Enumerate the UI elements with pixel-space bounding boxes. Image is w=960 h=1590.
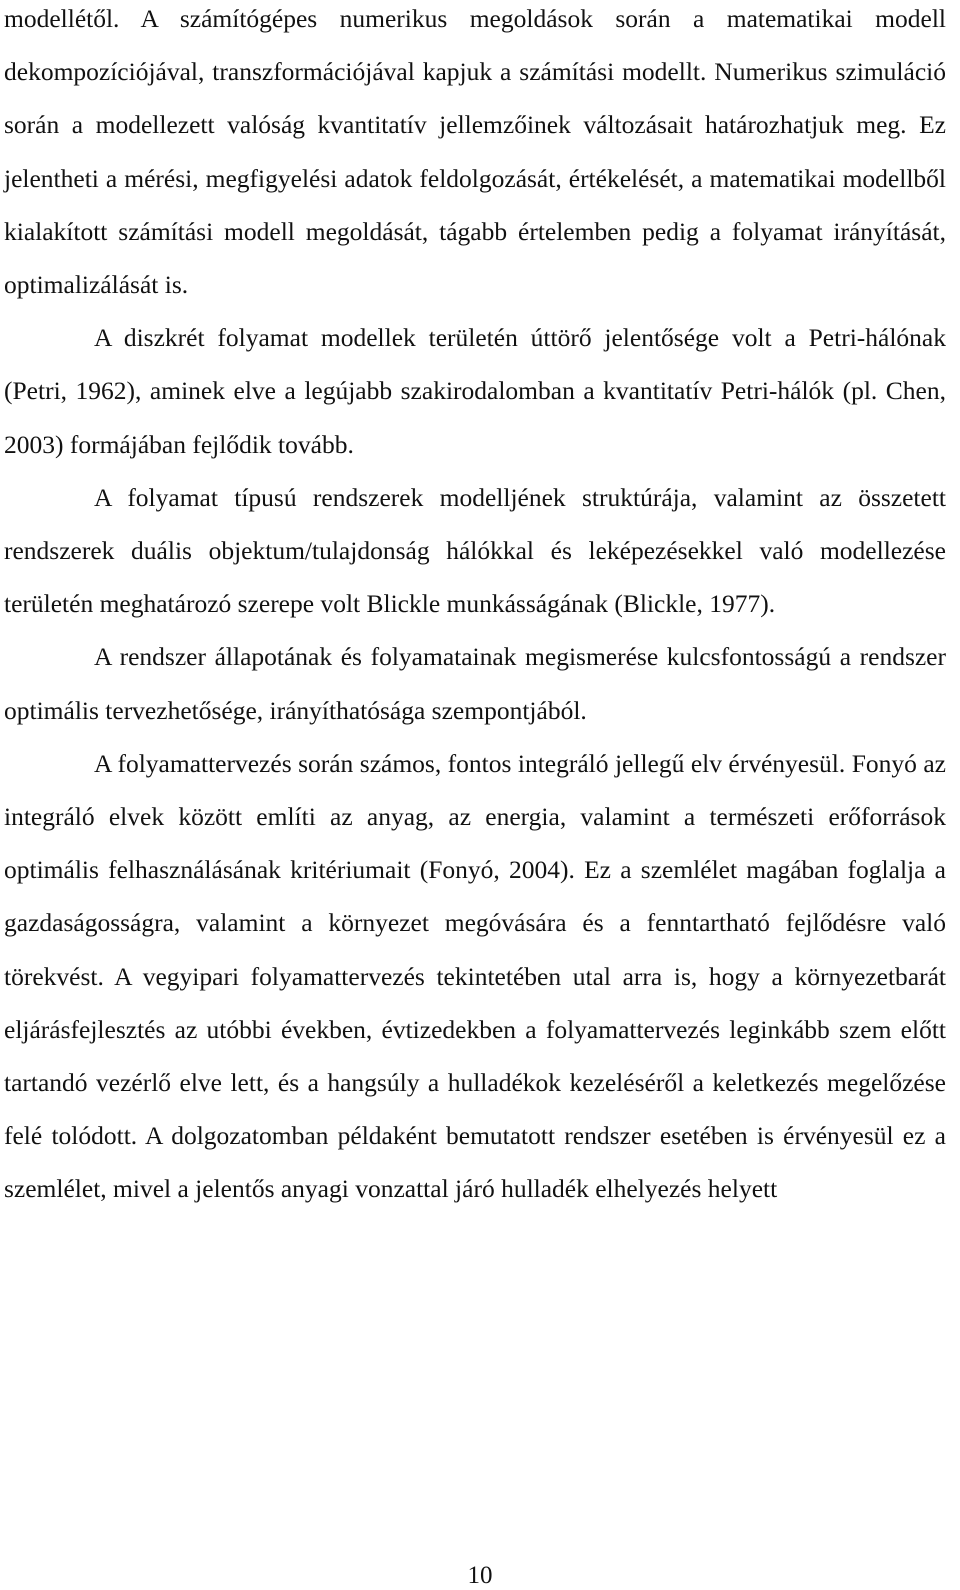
paragraph-2: A diszkrét folyamat modellek területén úttörő jelentősége volt a Petri-hálónak (Petri, 1962), aminek elve a legújabb szakirodalomban a kvantitatív Petri-hálók (pl. Chen, 2003) formájában fejlődik tovább.: [4, 323, 946, 459]
paragraph-3: A folyamat típusú rendszerek modelljének struktúrája, valamint az összetett rendszerek duális objektum/tulajdonság hálókkal és leképezésekkel való modellezése területén meghatározó szerepe volt Blickle munkásságának (Blickle, 1977).: [4, 482, 946, 619]
page-number: 10: [467, 1562, 493, 1589]
body-text: [4, 0, 946, 1216]
paragraph-4: A rendszer állapotának és folyamatainak megismerése kulcsfontosságú a rendszer optimális tervezhetősége, irányíthatósága szempontjából.: [4, 642, 946, 725]
paragraph-5: A folyamattervezés során számos, fontos integráló jellegű elv érvényesül. Fonyó az integráló elvek között említi az anyag, az energia, valamint a természeti erőforrások optimális felhasználásának kritériumait (Fonyó, 2004). Ez a szemlélet magában foglalja a gazdaságosságra, valamint a környezet megóvására és a fenntartható fejlődésre való törekvést. A vegyipari folyamattervezés tekintetében utal arra is, hogy a környezetbarát eljárásfejlesztés az utóbbi években, évtizedekben a folyamattervezés leginkább szem előtt tartandó vezérlő elve lett, és a hangsúly a hulladékok kezeléséről a keletkezés megelőzése felé tolódott. A dolgozatomban példaként bemutatott rendszer esetében is érvényesül ez a szemlélet, mivel a jelentős anyagi vonzattal járó hulladék elhelyezés helyett: [4, 748, 946, 1204]
paragraph-1: modellétől. A számítógépes numerikus megoldások során a matematikai modell dekompozíciójával, transzformációjával kapjuk a számítási modellt. Numerikus szimuláció során a modellezett valóság kvantitatív jellemzőinek változásait határozhatjuk meg. Ez jelentheti a mérési, megfigyelési adatok feldolgozását, értékelését, a matematikai modellből kialakított számítási modell megoldását, tágabb értelemben pedig a folyamat irányítását, optimalizálását is.: [4, 4, 946, 300]
